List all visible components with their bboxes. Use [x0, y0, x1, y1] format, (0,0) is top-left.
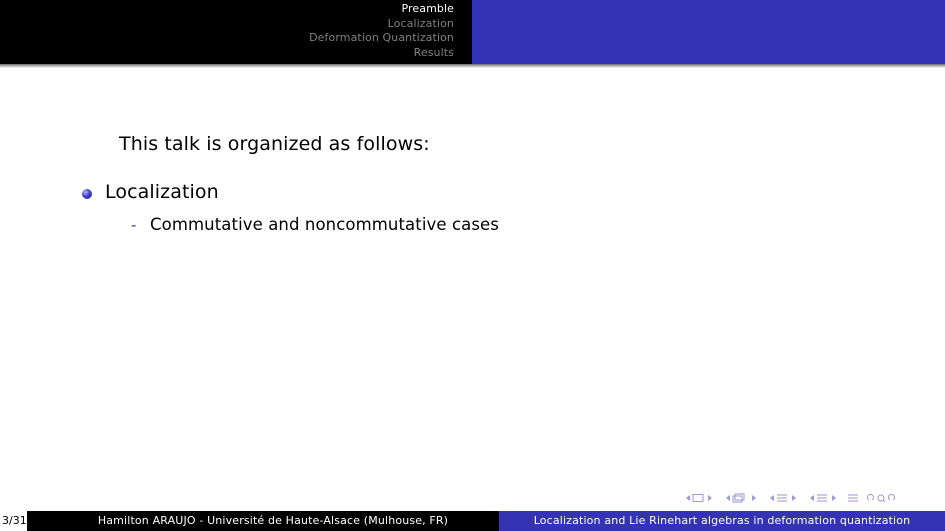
- section-link-preamble[interactable]: Preamble: [401, 2, 454, 15]
- section-link-localization[interactable]: Localization: [387, 16, 454, 30]
- slide-nav-icon[interactable]: [682, 493, 716, 503]
- ball-bullet-icon: [82, 189, 92, 199]
- bullet-label: Localization: [105, 181, 219, 203]
- sub-bullet-label: Commutative and noncommutative cases: [150, 215, 500, 234]
- frame-nav-icon[interactable]: [722, 492, 760, 504]
- navigation-symbols: [676, 490, 896, 506]
- footer-title-panel: [499, 511, 945, 531]
- subsection-nav-icon[interactable]: [766, 492, 800, 504]
- intro-text: This talk is organized as follows:: [119, 133, 430, 155]
- dash-bullet-icon: -: [131, 216, 137, 234]
- header-bar: [0, 0, 945, 64]
- footer-bar: [0, 511, 945, 531]
- header-subsection-panel: [472, 0, 945, 64]
- header-shadow: [0, 64, 945, 68]
- section-nav-icon[interactable]: [806, 492, 840, 504]
- header-section-panel: [0, 0, 472, 64]
- footer-author-panel: [27, 511, 499, 531]
- footer-author: Hamilton ARAUJO - Université de Haute-Alsace (Mulhouse, FR): [97, 514, 449, 527]
- footer-title: Localization and Lie Rinehart algebras in deformation quantization: [533, 514, 911, 527]
- section-link-results[interactable]: Results: [413, 45, 454, 59]
- section-navigation: [309, 2, 454, 60]
- page-number: 3/31: [2, 514, 27, 527]
- section-link-deformation-quantization[interactable]: Deformation Quantization: [309, 31, 454, 44]
- search-icon[interactable]: [866, 492, 896, 504]
- align-icon[interactable]: [846, 492, 860, 504]
